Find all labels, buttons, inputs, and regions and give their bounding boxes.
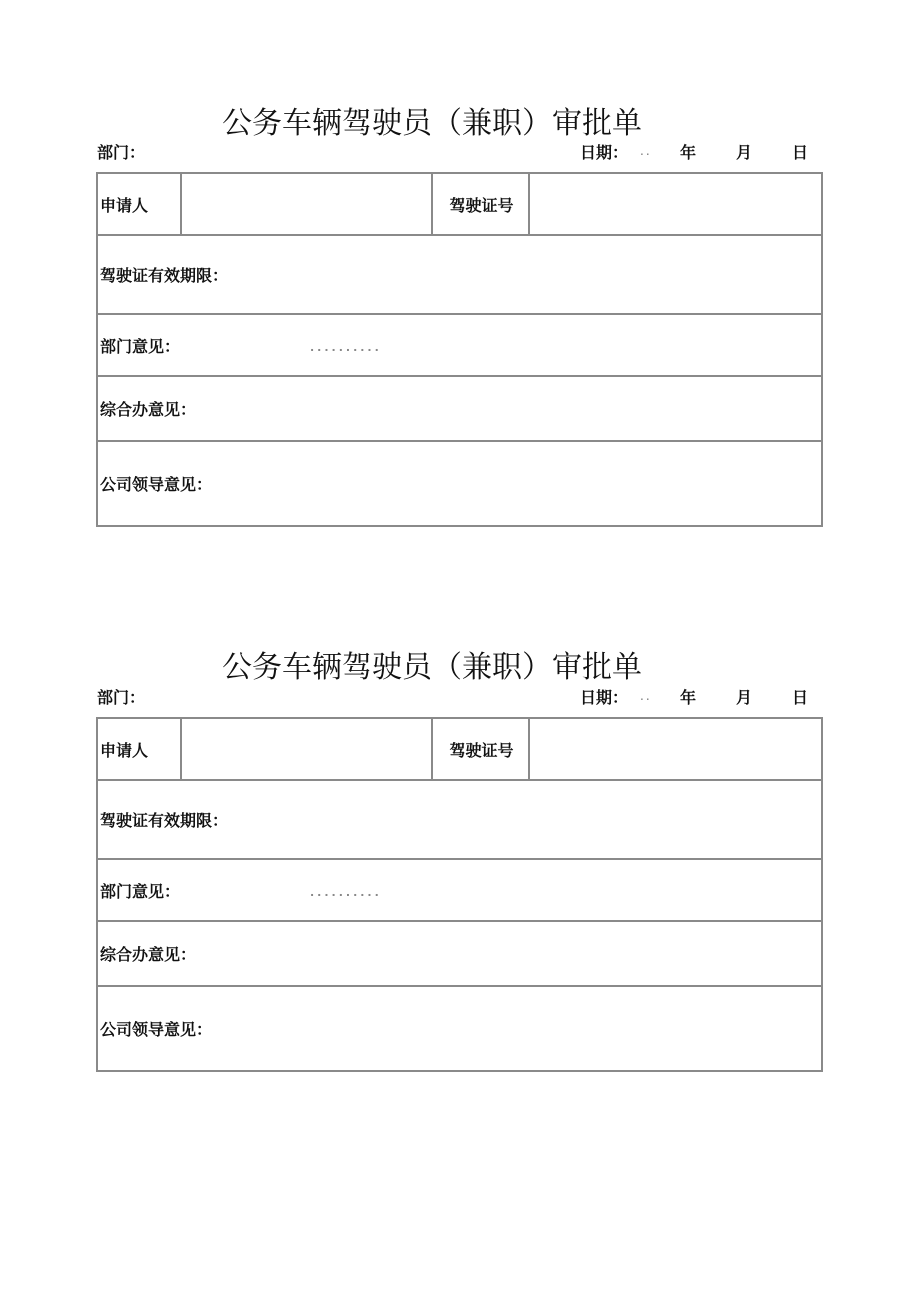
form-table xyxy=(96,172,823,527)
office-opinion-label: 综合办意见： xyxy=(100,945,197,964)
license-label: 驾驶证号 xyxy=(432,718,529,780)
validity-label: 驾驶证有效期限： xyxy=(100,811,229,830)
license-label: 驾驶证号 xyxy=(432,173,529,235)
month-label: 月 xyxy=(736,143,753,162)
day-label: 日 xyxy=(792,688,809,707)
applicant-field[interactable] xyxy=(181,173,432,235)
date-label: 日期： xyxy=(580,688,629,707)
applicant-label: 申请人 xyxy=(97,173,181,235)
dept-opinion-dots: .......... xyxy=(310,341,382,354)
form-title: 公务车辆驾驶员（兼职）审批单 xyxy=(222,650,642,685)
validity-field[interactable] xyxy=(97,780,822,859)
dept-opinion-field[interactable] xyxy=(97,314,822,376)
day-label: 日 xyxy=(792,143,809,162)
year-label: 年 xyxy=(680,688,697,707)
office-opinion-label: 综合办意见： xyxy=(100,400,197,419)
form-table xyxy=(96,717,823,1072)
dept-opinion-label: 部门意见： xyxy=(100,881,181,901)
office-opinion-field[interactable] xyxy=(97,376,822,441)
dept-opinion-dots: .......... xyxy=(310,886,382,899)
dept-opinion-label: 部门意见： xyxy=(100,336,181,356)
leader-opinion-field[interactable] xyxy=(97,986,822,1071)
validity-label: 驾驶证有效期限： xyxy=(100,266,229,285)
month-label: 月 xyxy=(736,688,753,707)
dept-opinion-field[interactable] xyxy=(97,859,822,921)
leader-opinion-label: 公司领导意见： xyxy=(100,1020,213,1039)
leader-opinion-field[interactable] xyxy=(97,441,822,526)
license-field[interactable] xyxy=(529,173,822,235)
date-dots: .. xyxy=(640,689,652,703)
office-opinion-field[interactable] xyxy=(97,921,822,986)
dept-label: 部门： xyxy=(97,143,146,162)
applicant-field[interactable] xyxy=(181,718,432,780)
date-label: 日期： xyxy=(580,143,629,162)
form-title: 公务车辆驾驶员（兼职）审批单 xyxy=(222,106,642,141)
dept-label: 部门： xyxy=(97,688,146,707)
year-label: 年 xyxy=(680,143,697,162)
validity-field[interactable] xyxy=(97,235,822,314)
date-dots: .. xyxy=(640,144,652,158)
license-field[interactable] xyxy=(529,718,822,780)
leader-opinion-label: 公司领导意见： xyxy=(100,475,213,494)
applicant-label: 申请人 xyxy=(97,718,181,780)
